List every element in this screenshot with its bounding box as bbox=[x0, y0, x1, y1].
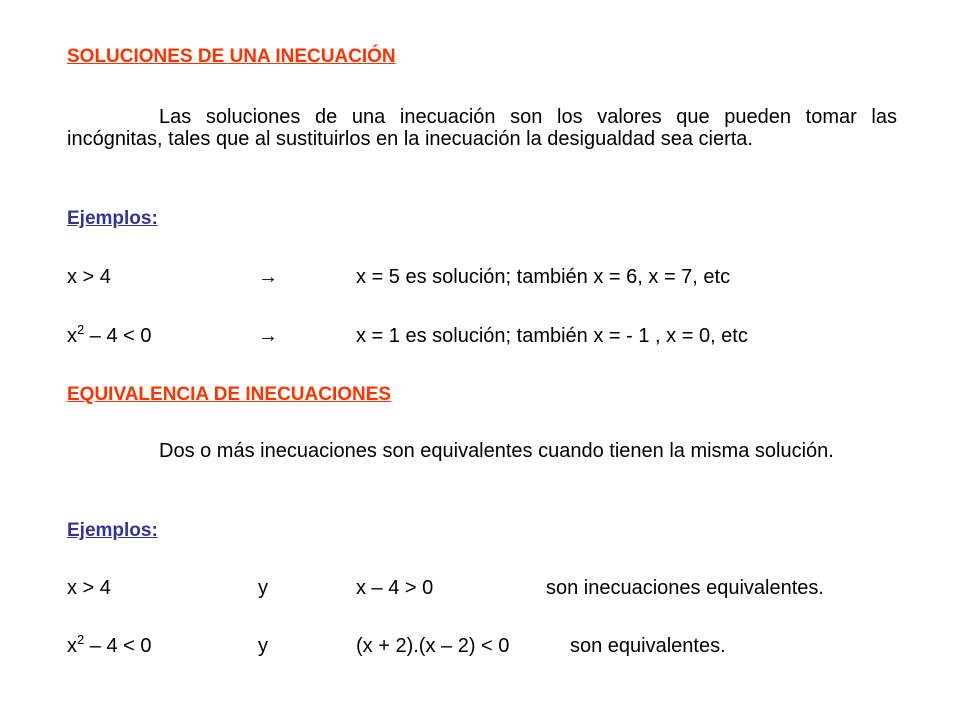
equiv-example-2-base-exponent: 2 bbox=[77, 632, 85, 647]
equiv-example-2-connector: y bbox=[258, 635, 268, 657]
examples-label-soluciones: Ejemplos: bbox=[67, 208, 158, 229]
examples-label-equivalencia: Ejemplos: bbox=[67, 520, 158, 541]
example-2-result: x = 1 es solución; también x = - 1 , x = 0, etc bbox=[356, 325, 748, 347]
arrow-icon: → bbox=[258, 266, 278, 288]
equiv-example-1-other: x – 4 > 0 bbox=[356, 577, 434, 599]
equiv-example-2-base-rest: – 4 < 0 bbox=[84, 635, 152, 657]
equiv-example-1-base: x > 4 bbox=[67, 577, 111, 599]
example-2-base-rest: – 4 < 0 bbox=[84, 325, 152, 347]
paragraph-equivalencia bbox=[67, 440, 897, 462]
arrow-icon: → bbox=[258, 325, 278, 347]
paragraph-soluciones bbox=[67, 106, 897, 150]
equiv-example-2-conclusion: son equivalentes. bbox=[570, 635, 726, 657]
example-2-base-var: x bbox=[67, 325, 77, 347]
equiv-example-1-conclusion: son inecuaciones equivalentes. bbox=[546, 577, 824, 599]
equiv-example-1-connector: y bbox=[258, 577, 268, 599]
heading-soluciones: SOLUCIONES DE UNA INECUACIÓN bbox=[67, 46, 396, 67]
equiv-example-2-other: (x + 2).(x – 2) < 0 bbox=[356, 635, 510, 657]
heading-equivalencia: EQUIVALENCIA DE INECUACIONES bbox=[67, 384, 392, 405]
example-2-base bbox=[67, 322, 152, 348]
paragraph-equivalencia-text: Dos o más inecuaciones son equivalentes cuando tienen la misma solución. bbox=[159, 440, 834, 462]
example-1-result: x = 5 es solución; también x = 6, x = 7, etc bbox=[356, 266, 731, 288]
example-1-base: x > 4 bbox=[67, 266, 111, 288]
equiv-example-2-base-var: x bbox=[67, 635, 77, 657]
example-2-base-exponent: 2 bbox=[77, 322, 85, 337]
equiv-example-2-base bbox=[67, 632, 152, 658]
paragraph-soluciones-text: Las soluciones de una inecuación son los valores que pueden tomar las incógnitas, tales que al sustituirlos en la inecuación la desigualdad sea cierta. bbox=[67, 106, 897, 150]
